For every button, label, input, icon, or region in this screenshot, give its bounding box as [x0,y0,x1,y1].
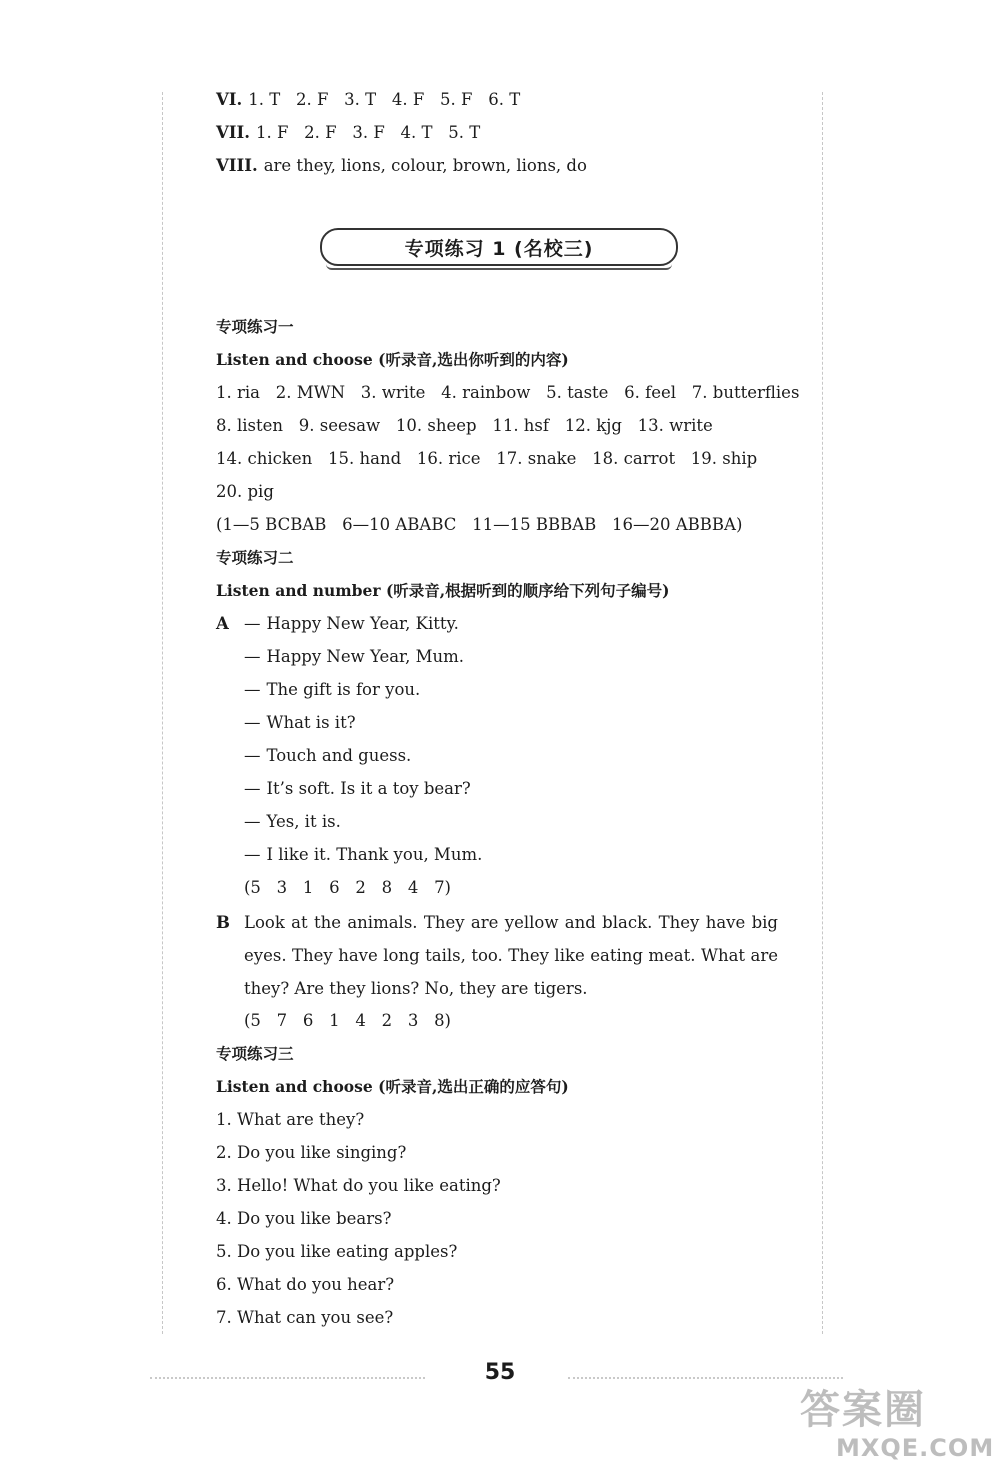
dialog-line [244,646,464,668]
dialog-text: Happy New Year, Mum. [266,647,465,666]
answer-num: VIII. [216,156,258,175]
watermark-url: MXQE.COM [836,1434,995,1462]
dialog-text: The gift is for you. [266,680,421,699]
dialog-text: Touch and guess. [266,746,412,765]
part2-b-label: B [216,913,230,932]
dash: — [244,746,261,765]
part1-answer-key: (1—5 BCBAB 6—10 ABABC 11—15 BBBAB 16—20 ABBBA) [216,515,743,534]
part1-line: 20. pig [216,482,274,501]
answer-text: 1. F 2. F 3. F 4. T 5. T [255,123,481,142]
part1-line: 8. listen 9. seesaw 10. sheep 11. hsf 12. kjg 13. write [216,416,713,435]
part3-line: 2. Do you like singing? [216,1143,407,1162]
dash: — [244,713,261,732]
dialog-text: What is it? [266,713,356,732]
part2-heading: Listen and number (听录音,根据听到的顺序给下列句子编号) [216,581,670,600]
part3-line: 3. Hello! What do you like eating? [216,1176,501,1195]
part1-line: 1. ria 2. MWN 3. write 4. rainbow 5. taste 6. feel 7. butterflies [216,383,800,402]
page-number: 55 [484,1360,516,1385]
part1-heading: Listen and choose (听录音,选出你听到的内容) [216,350,569,369]
dash: — [244,614,261,633]
right-margin-rule [822,92,823,1334]
left-margin-rule [162,92,163,1334]
part3-heading: Listen and choose (听录音,选出正确的应答句) [216,1077,569,1096]
part3-line: 1. What are they? [216,1110,365,1129]
part3-line: 4. Do you like bears? [216,1209,392,1228]
part1-line: 14. chicken 15. hand 16. rice 17. snake 18. carrot 19. ship [216,449,758,468]
part3-line: 7. What can you see? [216,1308,394,1327]
part2-a-answer: (5 3 1 6 2 8 4 7) [244,878,451,897]
dialog-line [244,679,420,701]
dialog-line [244,613,459,635]
part2-a-label: A [216,614,229,633]
dialog-line [244,811,341,833]
dialog-text: Yes, it is. [266,812,341,831]
dialog-text: It’s soft. Is it a toy bear? [266,779,471,798]
dialog-line [244,844,482,866]
part3-line: 6. What do you hear? [216,1275,395,1294]
dash: — [244,812,261,831]
dialog-text: I like it. Thank you, Mum. [266,845,483,864]
answer-line-vi [216,89,520,111]
answer-line-viii [216,155,587,177]
answer-text: 1. T 2. F 3. T 4. F 5. F 6. T [248,90,521,109]
answer-num: VII. [216,123,250,142]
part1-label: 专项练习一 [216,317,294,336]
part2-label: 专项练习二 [216,548,294,567]
dash: — [244,779,261,798]
part3-line: 5. Do you like eating apples? [216,1242,458,1261]
answer-text: are they, lions, colour, brown, lions, do [263,156,587,175]
dialog-line [244,745,411,767]
dash: — [244,647,261,666]
answer-line-vii [216,122,480,144]
dialog-line [244,778,471,800]
answer-num: VI. [216,90,243,109]
section-title: 专项练习 1 (名校三) [320,228,678,266]
dialog-text: Happy New Year, Kitty. [266,614,459,633]
dialog-line [244,712,356,734]
dash: — [244,680,261,699]
part3-label: 专项练习三 [216,1044,294,1063]
part2-b-paragraph: Look at the animals. They are yellow and black. They have big eyes. They have long tails, too. They like eating meat. What are they? Are they lions? No, they are tigers. [244,913,778,998]
part2-b-answer: (5 7 6 1 4 2 3 8) [244,1011,451,1030]
dash: — [244,845,261,864]
watermark-logo: 答案圈 [800,1387,926,1433]
